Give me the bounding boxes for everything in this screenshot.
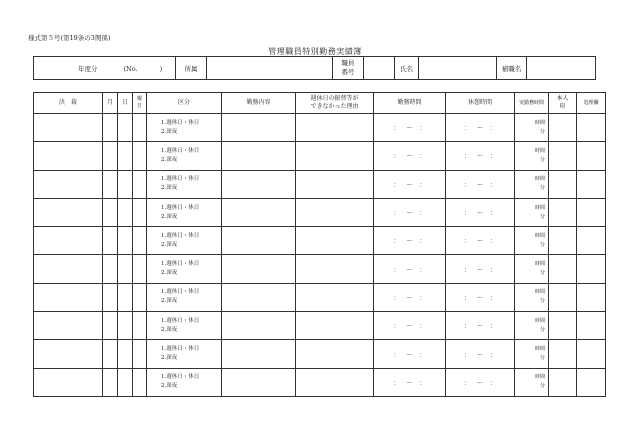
col-actual-hours: 実勤務時間 — [515, 93, 549, 114]
category-option-holiday: 1.週休日・休日 — [161, 176, 200, 183]
hours-unit: 時間 — [534, 317, 545, 324]
rest-time-cell[interactable] — [446, 368, 515, 396]
weekday-cell[interactable] — [133, 283, 147, 311]
category-cell[interactable] — [147, 283, 222, 311]
colon: ： — [463, 379, 470, 387]
colon: ： — [463, 351, 470, 359]
category-cell[interactable] — [147, 340, 222, 368]
work-content-cell[interactable] — [222, 283, 296, 311]
colon: ： — [463, 210, 470, 218]
day-cell[interactable] — [118, 368, 133, 396]
day-cell[interactable] — [118, 283, 133, 311]
col-seal — [549, 93, 577, 114]
colon: ： — [419, 323, 426, 331]
weekday-cell[interactable] — [133, 198, 147, 226]
colon: ： — [463, 153, 470, 161]
work-content-cell[interactable] — [222, 114, 296, 142]
no-label: (No. — [123, 64, 138, 73]
col-reason-line2: できなかった理由 — [310, 103, 359, 110]
kessai-cell[interactable] — [34, 283, 103, 311]
table-row — [34, 142, 606, 170]
work-time-cell[interactable] — [374, 198, 446, 226]
range-wave: ～ — [406, 266, 413, 274]
day-cell[interactable] — [118, 170, 133, 198]
colon: ： — [419, 153, 426, 161]
table-row — [34, 368, 606, 396]
category-option-holiday: 1.週休日・休日 — [161, 119, 200, 126]
work-time-cell[interactable] — [374, 114, 446, 142]
work-time-cell[interactable] — [374, 170, 446, 198]
minutes-unit: 分 — [539, 270, 545, 277]
weekday-cell[interactable] — [133, 142, 147, 170]
colon: ： — [419, 181, 426, 189]
colon: ： — [419, 379, 426, 387]
colon: ： — [489, 379, 496, 387]
work-content-cell[interactable] — [222, 227, 296, 255]
work-time-cell[interactable] — [374, 368, 446, 396]
range-wave: ～ — [406, 125, 413, 133]
weekday-cell[interactable] — [133, 170, 147, 198]
hours-unit: 時間 — [534, 346, 545, 353]
kessai-cell[interactable] — [34, 255, 103, 283]
minutes-unit: 分 — [539, 241, 545, 248]
seal-cell[interactable] — [549, 114, 577, 142]
col-reason-line1: 週休日の振替等が — [310, 95, 359, 102]
category-option-night: 2.深夜 — [161, 355, 178, 362]
kessai-cell[interactable] — [34, 142, 103, 170]
rest-time-cell[interactable] — [446, 114, 515, 142]
dept-value[interactable] — [207, 57, 333, 80]
remarks-cell[interactable] — [577, 170, 606, 198]
col-weekday-line1: 曜 — [136, 96, 142, 102]
category-option-holiday: 1.週休日・休日 — [161, 147, 200, 154]
day-cell[interactable] — [118, 142, 133, 170]
colon: ： — [463, 181, 470, 189]
assist-title-label: 補職名 — [497, 57, 527, 80]
colon: ： — [393, 294, 400, 302]
month-cell[interactable] — [103, 142, 118, 170]
minutes-unit: 分 — [539, 298, 545, 305]
reason-cell[interactable] — [296, 340, 374, 368]
colon: ： — [463, 294, 470, 302]
col-seal-line1: 本人 — [556, 95, 569, 102]
category-option-night: 2.深夜 — [161, 241, 178, 248]
hours-unit: 時間 — [534, 204, 545, 211]
reason-cell[interactable] — [296, 227, 374, 255]
col-day: 日 — [118, 93, 133, 114]
seal-cell[interactable] — [549, 198, 577, 226]
kessai-cell[interactable] — [34, 198, 103, 226]
colon: ： — [419, 266, 426, 274]
colon: ： — [419, 351, 426, 359]
col-weekday — [133, 93, 147, 114]
month-cell[interactable] — [103, 170, 118, 198]
actual-hours-cell[interactable] — [515, 255, 549, 283]
colon: ： — [489, 181, 496, 189]
table-row — [34, 114, 606, 142]
kessai-cell[interactable] — [34, 368, 103, 396]
reason-cell[interactable] — [296, 368, 374, 396]
hours-unit: 時間 — [534, 119, 545, 126]
hours-unit: 時間 — [534, 261, 545, 268]
category-cell[interactable] — [147, 170, 222, 198]
staff-number-label-line1: 職員 — [341, 59, 355, 67]
staff-number-label-line2: 番号 — [341, 68, 355, 76]
day-cell[interactable] — [118, 255, 133, 283]
category-option-holiday: 1.週休日・休日 — [161, 346, 200, 353]
header-table — [33, 56, 596, 80]
remarks-cell[interactable] — [577, 255, 606, 283]
range-wave: ～ — [476, 125, 483, 133]
work-time-cell[interactable] — [374, 312, 446, 340]
day-cell[interactable] — [118, 114, 133, 142]
table-row — [34, 312, 606, 340]
col-seal-line2: 印 — [559, 103, 566, 110]
weekday-cell[interactable] — [133, 312, 147, 340]
weekday-cell[interactable] — [133, 227, 147, 255]
name-value[interactable] — [419, 57, 497, 80]
colon: ： — [393, 351, 400, 359]
range-wave: ～ — [476, 266, 483, 274]
remarks-cell[interactable] — [577, 114, 606, 142]
minutes-unit: 分 — [539, 156, 545, 163]
month-cell[interactable] — [103, 114, 118, 142]
category-option-night: 2.深夜 — [161, 213, 178, 220]
work-time-cell[interactable] — [374, 340, 446, 368]
reason-cell[interactable] — [296, 170, 374, 198]
fiscal-year-cell — [34, 57, 176, 80]
kessai-cell[interactable] — [34, 227, 103, 255]
reason-cell[interactable] — [296, 142, 374, 170]
range-wave: ～ — [406, 379, 413, 387]
colon: ： — [393, 210, 400, 218]
remarks-cell[interactable] — [577, 340, 606, 368]
category-cell[interactable] — [147, 142, 222, 170]
colon: ： — [489, 266, 496, 274]
rest-time-cell[interactable] — [446, 340, 515, 368]
actual-hours-cell[interactable] — [515, 227, 549, 255]
category-option-night: 2.深夜 — [161, 156, 178, 163]
range-wave: ～ — [476, 210, 483, 218]
range-wave: ～ — [476, 238, 483, 246]
remarks-cell[interactable] — [577, 283, 606, 311]
minutes-unit: 分 — [539, 213, 545, 220]
category-option-night: 2.深夜 — [161, 185, 178, 192]
actual-hours-cell[interactable] — [515, 340, 549, 368]
colon: ： — [419, 125, 426, 133]
reason-cell[interactable] — [296, 283, 374, 311]
rest-time-cell[interactable] — [446, 142, 515, 170]
day-cell[interactable] — [118, 340, 133, 368]
hours-unit: 時間 — [534, 374, 545, 381]
range-wave: ～ — [406, 294, 413, 302]
range-wave: ～ — [406, 351, 413, 359]
category-option-holiday: 1.週休日・休日 — [161, 261, 200, 268]
colon: ： — [393, 266, 400, 274]
col-work-content: 勤務内容 — [222, 93, 296, 114]
rest-time-cell[interactable] — [446, 227, 515, 255]
rest-time-cell[interactable] — [446, 312, 515, 340]
colon: ： — [489, 125, 496, 133]
hours-unit: 時間 — [534, 289, 545, 296]
staff-number-value[interactable] — [364, 57, 395, 80]
reason-cell[interactable] — [296, 198, 374, 226]
page-title: 管理職員特別勤務実績簿 — [268, 47, 362, 56]
colon: ： — [463, 125, 470, 133]
hours-unit: 時間 — [534, 147, 545, 154]
weekday-cell[interactable] — [133, 255, 147, 283]
year-label: 年度分 — [78, 64, 98, 73]
day-cell[interactable] — [118, 198, 133, 226]
table-row — [34, 198, 606, 226]
col-remarks: 処理欄 — [577, 93, 606, 114]
minutes-unit: 分 — [539, 383, 545, 390]
range-wave: ～ — [476, 379, 483, 387]
col-work-time: 勤務時間 — [374, 93, 446, 114]
kessai-cell[interactable] — [34, 170, 103, 198]
category-option-holiday: 1.週休日・休日 — [161, 289, 200, 296]
reason-cell[interactable] — [296, 312, 374, 340]
colon: ： — [489, 210, 496, 218]
colon: ： — [489, 323, 496, 331]
colon: ： — [419, 238, 426, 246]
seal-cell[interactable] — [549, 227, 577, 255]
col-weekday-line2: 日 — [136, 103, 142, 109]
colon: ： — [489, 153, 496, 161]
month-cell[interactable] — [103, 312, 118, 340]
category-option-night: 2.深夜 — [161, 298, 178, 305]
colon: ： — [463, 238, 470, 246]
work-content-cell[interactable] — [222, 198, 296, 226]
day-cell[interactable] — [118, 312, 133, 340]
col-reason — [296, 93, 374, 114]
minutes-unit: 分 — [539, 355, 545, 362]
colon: ： — [393, 379, 400, 387]
work-content-cell[interactable] — [222, 170, 296, 198]
col-category: 区分 — [147, 93, 222, 114]
month-cell[interactable] — [103, 198, 118, 226]
colon: ： — [393, 238, 400, 246]
actual-hours-cell[interactable] — [515, 142, 549, 170]
category-option-holiday: 1.週休日・休日 — [161, 317, 200, 324]
no-close: ) — [159, 64, 163, 73]
actual-hours-cell[interactable] — [515, 312, 549, 340]
assist-title-value[interactable] — [527, 57, 596, 80]
month-cell[interactable] — [103, 227, 118, 255]
reason-cell[interactable] — [296, 114, 374, 142]
weekday-cell[interactable] — [133, 340, 147, 368]
work-time-cell[interactable] — [374, 283, 446, 311]
work-content-cell[interactable] — [222, 312, 296, 340]
staff-number-label — [333, 57, 364, 80]
minutes-unit: 分 — [539, 128, 545, 135]
colon: ： — [393, 323, 400, 331]
kessai-cell[interactable] — [34, 312, 103, 340]
seal-cell[interactable] — [549, 255, 577, 283]
table-row — [34, 255, 606, 283]
rest-time-cell[interactable] — [446, 170, 515, 198]
range-wave: ～ — [476, 181, 483, 189]
actual-hours-cell[interactable] — [515, 368, 549, 396]
seal-cell[interactable] — [549, 368, 577, 396]
actual-hours-cell[interactable] — [515, 198, 549, 226]
weekday-cell[interactable] — [133, 368, 147, 396]
work-time-cell[interactable] — [374, 142, 446, 170]
colon: ： — [393, 153, 400, 161]
work-content-cell[interactable] — [222, 368, 296, 396]
hours-unit: 時間 — [534, 232, 545, 239]
seal-cell[interactable] — [549, 170, 577, 198]
seal-cell[interactable] — [549, 340, 577, 368]
weekday-cell[interactable] — [133, 114, 147, 142]
table-row — [34, 170, 606, 198]
category-option-night: 2.深夜 — [161, 270, 178, 277]
category-option-night: 2.深夜 — [161, 128, 178, 135]
remarks-cell[interactable] — [577, 198, 606, 226]
table-header-row — [34, 93, 606, 114]
month-cell[interactable] — [103, 368, 118, 396]
range-wave: ～ — [476, 153, 483, 161]
range-wave: ～ — [476, 294, 483, 302]
remarks-cell[interactable] — [577, 368, 606, 396]
actual-hours-cell[interactable] — [515, 170, 549, 198]
category-cell[interactable] — [147, 227, 222, 255]
colon: ： — [489, 294, 496, 302]
work-content-cell[interactable] — [222, 340, 296, 368]
category-option-holiday: 1.週休日・休日 — [161, 374, 200, 381]
work-time-cell[interactable] — [374, 255, 446, 283]
col-kessai: 決 裁 — [34, 93, 103, 114]
work-content-cell[interactable] — [222, 255, 296, 283]
actual-hours-cell[interactable] — [515, 283, 549, 311]
rest-time-cell[interactable] — [446, 283, 515, 311]
colon: ： — [489, 351, 496, 359]
colon: ： — [419, 210, 426, 218]
category-option-night: 2.深夜 — [161, 326, 178, 333]
remarks-cell[interactable] — [577, 142, 606, 170]
minutes-unit: 分 — [539, 326, 545, 333]
range-wave: ～ — [406, 238, 413, 246]
month-cell[interactable] — [103, 340, 118, 368]
colon: ： — [463, 323, 470, 331]
category-cell[interactable] — [147, 368, 222, 396]
month-cell[interactable] — [103, 255, 118, 283]
table-row — [34, 340, 606, 368]
rest-time-cell[interactable] — [446, 198, 515, 226]
range-wave: ～ — [406, 210, 413, 218]
category-option-holiday: 1.週休日・休日 — [161, 232, 200, 239]
month-cell[interactable] — [103, 283, 118, 311]
category-option-holiday: 1.週休日・休日 — [161, 204, 200, 211]
category-option-night: 2.深夜 — [161, 383, 178, 390]
remarks-cell[interactable] — [577, 227, 606, 255]
reason-cell[interactable] — [296, 255, 374, 283]
colon: ： — [463, 266, 470, 274]
table-row — [34, 283, 606, 311]
colon: ： — [419, 294, 426, 302]
hours-unit: 時間 — [534, 176, 545, 183]
actual-hours-cell[interactable] — [515, 114, 549, 142]
rest-time-cell[interactable] — [446, 255, 515, 283]
seal-cell[interactable] — [549, 283, 577, 311]
category-cell[interactable] — [147, 255, 222, 283]
record-table — [33, 92, 606, 397]
kessai-cell[interactable] — [34, 340, 103, 368]
range-wave: ～ — [406, 181, 413, 189]
day-cell[interactable] — [118, 227, 133, 255]
colon: ： — [489, 238, 496, 246]
range-wave: ～ — [476, 323, 483, 331]
dept-label: 所属 — [176, 57, 207, 80]
form-number: 様式第５号(第19条の3関係) — [28, 34, 111, 42]
minutes-unit: 分 — [539, 185, 545, 192]
colon: ： — [393, 181, 400, 189]
col-month: 月 — [103, 93, 118, 114]
seal-cell[interactable] — [549, 142, 577, 170]
table-row — [34, 227, 606, 255]
category-cell[interactable] — [147, 198, 222, 226]
seal-cell[interactable] — [549, 312, 577, 340]
kessai-cell[interactable] — [34, 114, 103, 142]
name-label: 氏名 — [395, 57, 419, 80]
range-wave: ～ — [406, 323, 413, 331]
category-cell[interactable] — [147, 114, 222, 142]
col-rest-time: 休憩時間 — [446, 93, 515, 114]
category-cell[interactable] — [147, 312, 222, 340]
range-wave: ～ — [476, 351, 483, 359]
work-time-cell[interactable] — [374, 227, 446, 255]
range-wave: ～ — [406, 153, 413, 161]
colon: ： — [393, 125, 400, 133]
remarks-cell[interactable] — [577, 312, 606, 340]
work-content-cell[interactable] — [222, 142, 296, 170]
